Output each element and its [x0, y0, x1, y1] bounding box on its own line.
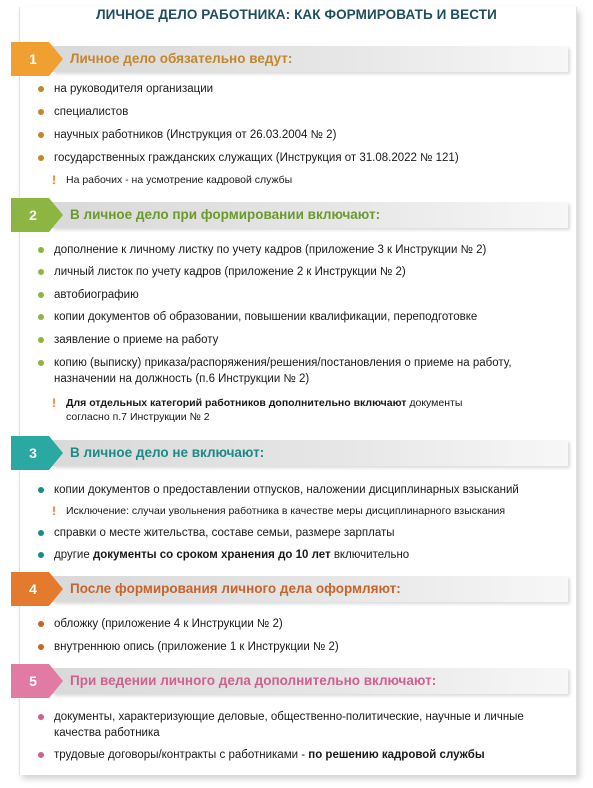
- arrow-badge-icon: [11, 198, 63, 232]
- bullet-icon: [38, 530, 44, 536]
- bullet-icon: [38, 487, 44, 493]
- section-5: [0, 664, 593, 698]
- number-badge: 4: [11, 572, 63, 606]
- exclamation-icon: !: [52, 173, 56, 187]
- number-badge: 2: [11, 198, 63, 232]
- section-header: [0, 436, 593, 470]
- bullet-icon: [38, 644, 44, 650]
- number-badge: 3: [11, 436, 63, 470]
- bullet-icon: [38, 552, 44, 558]
- arrow-badge-icon: [11, 436, 63, 470]
- section-header: [0, 664, 593, 698]
- arrow-badge-icon: [11, 664, 63, 698]
- bullet-icon: [38, 337, 44, 343]
- exclamation-icon: !: [52, 396, 56, 410]
- bullet-icon: [38, 292, 44, 298]
- section-header-text: После формирования личного дела оформляют:: [70, 581, 401, 596]
- exclamation-icon: !: [52, 504, 56, 518]
- arrow-badge-icon: [11, 572, 63, 606]
- bullet-icon: [38, 132, 44, 138]
- number-badge: 1: [11, 42, 63, 76]
- arrow-badge-icon: [11, 42, 63, 76]
- section-header-text: Личное дело обязательно ведут:: [70, 51, 293, 66]
- bullet-icon: [38, 247, 44, 253]
- section-2: [0, 198, 593, 232]
- bullet-icon: [38, 621, 44, 627]
- section-header: [0, 198, 593, 232]
- number-badge: 5: [11, 664, 63, 698]
- section-4: [0, 572, 593, 606]
- bullet-icon: [38, 86, 44, 92]
- section-header-text: При ведении личного дела дополнительно включают:: [70, 673, 437, 688]
- bullet-icon: [38, 269, 44, 275]
- document-card: [19, 7, 577, 775]
- page-title: ЛИЧНОЕ ДЕЛО РАБОТНИКА: КАК ФОРМИРОВАТЬ И ВЕСТИ: [96, 7, 497, 22]
- bullet-icon: [38, 155, 44, 161]
- section-header-text: В личное дело не включают:: [70, 445, 265, 460]
- section-header-text: В личное дело при формировании включают:: [70, 207, 381, 222]
- section-header: [0, 42, 593, 76]
- bullet-icon: [38, 314, 44, 320]
- bullet-icon: [38, 714, 44, 720]
- bullet-icon: [38, 360, 44, 366]
- bullet-icon: [38, 752, 44, 758]
- section-3: [0, 436, 593, 470]
- bullet-icon: [38, 109, 44, 115]
- section-1: [0, 42, 593, 76]
- section-header: [0, 572, 593, 606]
